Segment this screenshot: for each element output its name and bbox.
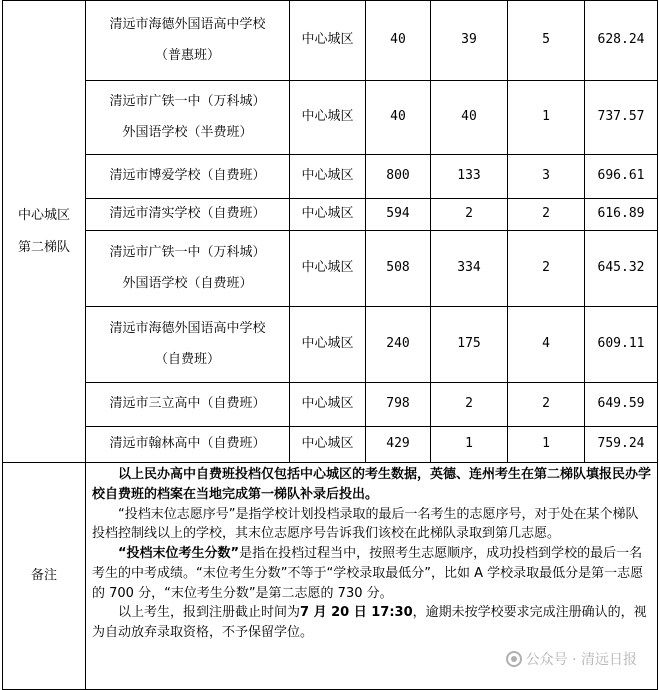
last-preference: 1	[508, 427, 585, 463]
table-row	[3, 307, 658, 383]
last-preference: 5	[508, 1, 585, 81]
group-label-line1: 中心城区	[17, 208, 70, 224]
admitted-count: 2	[431, 383, 508, 427]
notes-p4-tail: ，逾期未按学校要求完成注册确认的，视为自动放弃录取资格，不予保留学位。	[92, 605, 647, 640]
notes-paragraph-3	[92, 544, 651, 603]
notes-label: 备注	[3, 463, 86, 690]
plan-count: 40	[366, 81, 431, 155]
last-score: 628.24	[585, 1, 658, 81]
table-row	[3, 1, 658, 81]
table-row	[3, 231, 658, 307]
group-label-cell	[3, 1, 86, 463]
admission-table	[2, 0, 658, 690]
school-name: 清远市广铁一中（万科城） 外国语学校（半费班）	[86, 81, 290, 155]
admitted-count: 334	[431, 231, 508, 307]
notes-p3-term: “投档末位考生分数”	[118, 546, 240, 561]
plan-count: 594	[366, 199, 431, 231]
area: 中心城区	[290, 427, 366, 463]
last-preference: 2	[508, 383, 585, 427]
admitted-count: 1	[431, 427, 508, 463]
notes-body	[86, 463, 658, 690]
last-score: 609.11	[585, 307, 658, 383]
area: 中心城区	[290, 81, 366, 155]
last-preference: 1	[508, 81, 585, 155]
admitted-count: 2	[431, 199, 508, 231]
notes-paragraph-1: 以上民办高中自费班投档仅包括中心城区的考生数据，英德、连州考生在第二梯队填报民办学校自费班的档案在当地完成第一梯队补录后投出。	[92, 467, 652, 502]
school-name: 清远市三立高中（自费班）	[86, 383, 290, 427]
school-name: 清远市清实学校（自费班）	[86, 199, 290, 231]
area: 中心城区	[290, 1, 366, 81]
last-score: 759.24	[585, 427, 658, 463]
table-row	[3, 383, 658, 427]
plan-count: 429	[366, 427, 431, 463]
area: 中心城区	[290, 383, 366, 427]
last-preference: 2	[508, 199, 585, 231]
notes-p4-lead: 以上考生，报到注册截止时间为	[118, 605, 301, 621]
school-name: 清远市海德外国语高中学校 （自费班）	[86, 307, 290, 383]
notes-p4-deadline: 7 月 20 日 17:30	[300, 605, 413, 621]
plan-count: 40	[366, 1, 431, 81]
plan-count: 508	[366, 231, 431, 307]
plan-count: 240	[366, 307, 431, 383]
school-name: 清远市广铁一中（万科城） 外国语学校（自费班）	[86, 231, 290, 307]
table-row	[3, 427, 658, 463]
table-row	[3, 155, 658, 199]
last-score: 696.61	[585, 155, 658, 199]
notes-p3-text: 是指在投档过程当中，按照考生志愿顺序，成功投档到学校的最后一名考生的中考成绩。“末位考生分数”不等于“学校录取最低分”，比如 A 学校录取最低分是第一志愿的 700 分，“末位考生分数”是第二志愿的 730 分。	[92, 546, 644, 601]
plan-count: 800	[366, 155, 431, 199]
admitted-count: 175	[431, 307, 508, 383]
school-name: 清远市博爱学校（自费班）	[86, 155, 290, 199]
school-name: 清远市海德外国语高中学校 （普惠班）	[86, 1, 290, 81]
notes-paragraph-2: “投档末位志愿序号”是指学校计划投档录取的最后一名考生的志愿序号，对于处在某个梯队投档控制线以上的学校，其末位志愿序号告诉我们该校在此梯队录取到第几志愿。	[92, 506, 639, 542]
admitted-count: 39	[431, 1, 508, 81]
group-label-line2: 第二梯队	[17, 239, 70, 255]
notes-paragraph-4	[92, 603, 651, 643]
notes-row	[3, 463, 658, 690]
last-preference: 3	[508, 155, 585, 199]
table-row	[3, 199, 658, 231]
admitted-count: 40	[431, 81, 508, 155]
last-preference: 2	[508, 231, 585, 307]
last-score: 737.57	[585, 81, 658, 155]
school-name: 清远市翰林高中（自费班）	[86, 427, 290, 463]
area: 中心城区	[290, 231, 366, 307]
table-row	[3, 81, 658, 155]
area: 中心城区	[290, 307, 366, 383]
last-preference: 4	[508, 307, 585, 383]
admitted-count: 133	[431, 155, 508, 199]
area: 中心城区	[290, 155, 366, 199]
plan-count: 798	[366, 383, 431, 427]
watermark-text: 公众号 · 清远日报	[525, 652, 637, 668]
area: 中心城区	[290, 199, 366, 231]
last-score: 645.32	[585, 231, 658, 307]
last-score: 649.59	[585, 383, 658, 427]
last-score: 616.89	[585, 199, 658, 231]
